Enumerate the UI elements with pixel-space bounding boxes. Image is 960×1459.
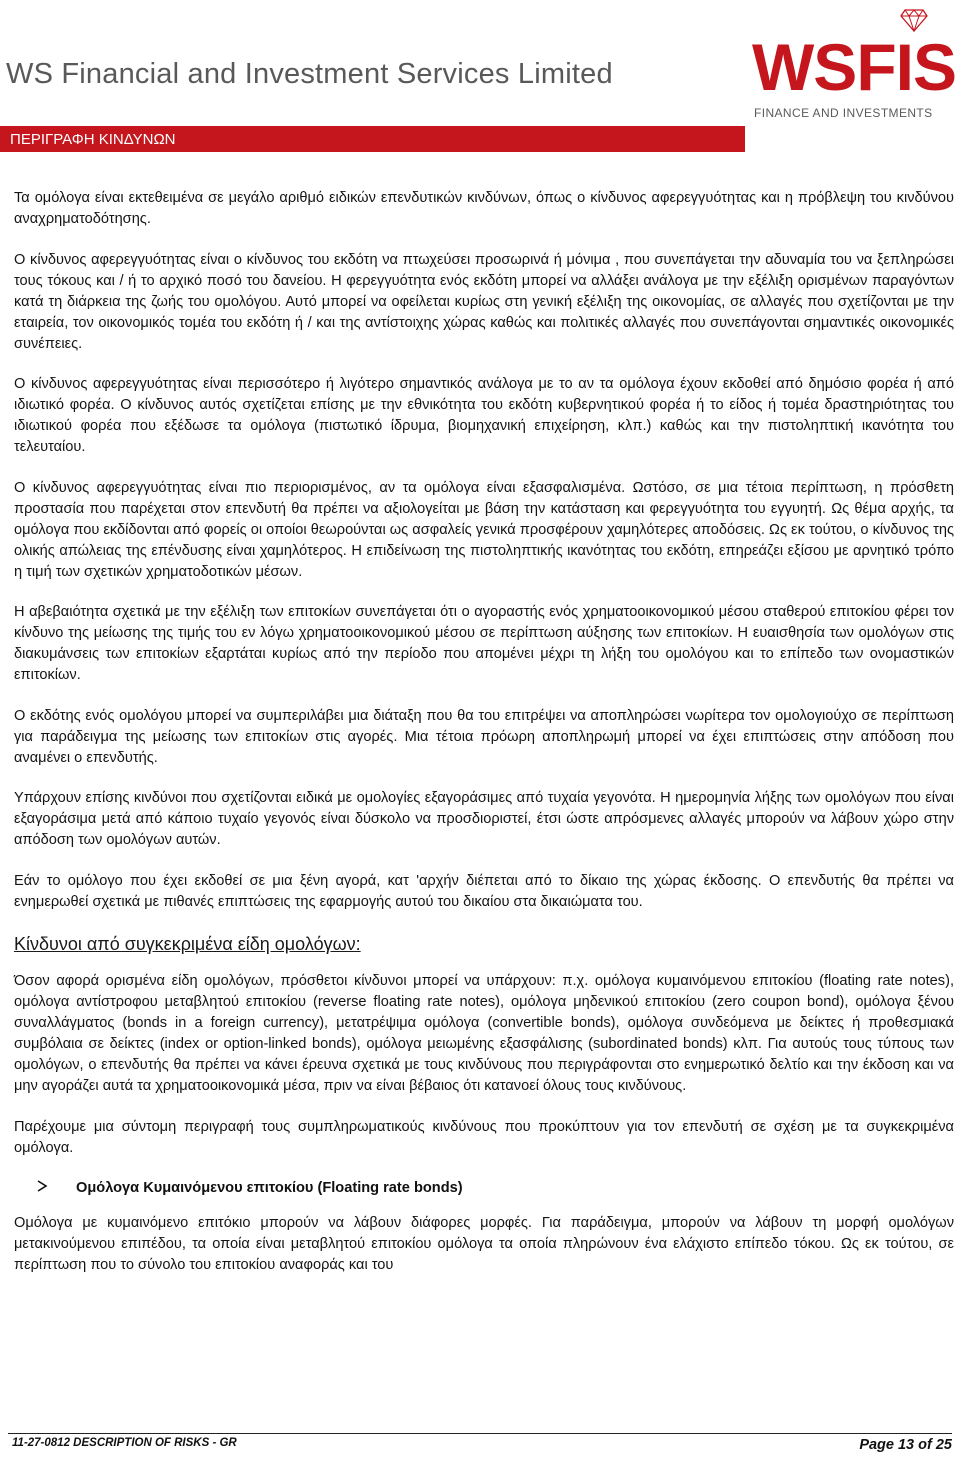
logo-tagline: FINANCE AND INVESTMENTS: [754, 106, 933, 120]
document-body: [14, 188, 954, 1296]
paragraph: Ο εκδότης ενός ομολόγου μπορεί να συμπεριλάβει μια διάταξη που θα του επιτρέψει να αποπληρώσει νωρίτερα τον ομολογιούχο σε περίπτωση για παράδειγμα της μείωσης των επιτοκίων στις αγορές. Μια τέτοια πρόωρη αποπληρωμή μπορεί να έχει επιπτώσεις στην απόδοση που αναμένει ο επενδυτής.: [14, 707, 954, 766]
page-header: [0, 0, 960, 125]
paragraph: Ομόλογα με κυμαινόμενο επιτόκιο μπορούν να λάβουν διάφορες μορφές. Για παράδειγμα, μπορούν να λάβουν τη μορφή ομολόγων μετακινούμενου επιπέδου, τα οποία είναι μεταβλητού επιτοκίου ομόλογα τα οποία πληρώνουν ένα ελάχιστο επίπεδο τόκου. Ως εκ τούτου, σε περίπτωση που το σύνολο του επιτοκίου αναφοράς και του: [14, 1215, 954, 1273]
paragraph: Υπάρχουν επίσης κινδύνοι που σχετίζονται ειδικά με ομολογίες εξαγοράσιμες από τυχαία γεγονότα. Η ημερομηνία λήξης των ομολόγων που είναι εξαγοράσιμα μετά από κάποιο τυχαίο γεγονός είναι δύσκολο να προσδιοριστεί, έτσι ώστε απρόσμενες αλλαγές μπορούν να λάβουν χώρο στην απόδοση των ομολόγων αυτών.: [14, 790, 954, 848]
paragraph: Όσον αφορά ορισμένα είδη ομολόγων, πρόσθετοι κίνδυνοι μπορεί να υπάρχουν: π.χ. ομόλογα κυμαινόμενου επιτοκίου (floating rate notes), ομόλογα αντίστροφου μεταβλητού επιτοκίου (reverse floating rate notes), ομόλογα μηδενικού επιτοκίου (zero coupon bond), ομόλογα ξένου συναλλάγματος (bonds in a foreign currency), μετατρέψιμα ομόλογα (convertible bonds), ομόλογα συνδεόμενα με δείκτες ή προθεσμιακά συμβόλαια σε δείκτες (index or option-linked bonds), ομόλογα μειωμένης εξασφάλισης (subordinated bonds) κλπ. Για αυτούς τους τύπους των ομολόγων, ο επενδυτής θα πρέπει να κάνει έρευνα σχετικά με τους κινδύνους που περιγράφονται στο ενημερωτικό δελτίο και την έκδοση και να μην αγοράζει αυτά τα χρηματοοικονομικά μέσα, πριν να είναι βέβαιος ότι κατανοεί όλους τους κινδύνους.: [14, 973, 954, 1094]
paragraph: Τα ομόλογα είναι εκτεθειμένα σε μεγάλο αριθμό ειδικών επενδυτικών κινδύνων, όπως ο κίνδυνος αφερεγγυότητας και η πρόβλεψη του κινδύνου αναχρηματοδότησης.: [14, 190, 954, 227]
paragraph: Ο κίνδυνος αφερεγγυότητας είναι πιο περιορισμένος, αν τα ομόλογα είναι εξασφαλισμένα. Ωστόσο, σε μια τέτοια περίπτωση, η πρόσθετη προστασία που παρέχεται στον επενδυτή θα πρέπει να αξιολογείται με βάση την κατάσταση και φερεγγυότητα του εγγυητή. Ως θέμα αρχής, τα ομόλογα που εκδίδονται από φορείς οι οποίοι θεωρούνται ως ασφαλείς γενικά προσφέρουν χαμηλότερες αποδόσεις. Ως εκ τούτου, ο κίνδυνος της ολικής απώλειας της επένδυσης είναι χαμηλότερος. Η επιδείνωση της πιστοληπτικής ικανότητας του εκδότη, επηρεάζει εξίσου με αρνητικό τρόπο η τιμή των σχετικών χρηματοδοτικών μέσων.: [14, 479, 954, 580]
company-name: WS Financial and Investment Services Limited: [6, 58, 613, 90]
paragraph: Ο κίνδυνος αφερεγγυότητας είναι ο κίνδυνος του εκδότη να πτωχεύσει προσωρινά ή μόνιμα , που συνεπάγεται την αδυναμία του να ξεπληρώσει τους τόκους και / ή το αρχικό ποσό του δανείου. Η φερεγγυότητα ενός εκδότη μπορεί να αλλάξει ανάλογα με την εξέλιξη ορισμένων παραγόντων κατά τη διάρκεια της ζωής του ομολόγου. Αυτό μπορεί να οφείλεται κυρίως στη γενική εξέλιξη της οικονομίας, σε αλλαγές που σχετίζονται με την εταιρεία, τον οικονομικός τομέα του εκδότη ή / και της αντίστοιχης χώρας καθώς και πολιτικές αλλαγές που συνεπάγονται σημαντικές οικονομικές συνέπειες.: [14, 251, 954, 352]
wsfis-logo: [752, 8, 956, 124]
bullet-heading-text: Ομόλογα Κυμαινόμενου επιτοκίου (Floating rate bonds): [76, 1180, 463, 1196]
arrow-bullet-icon: [14, 1178, 76, 1199]
section-title-bar: ΠΕΡΙΓΡΑΦΗ ΚΙΝΔΥΝΩΝ: [0, 126, 745, 152]
diamond-icon: [900, 8, 928, 32]
footer-divider: [8, 1433, 952, 1434]
bullet-heading: [14, 1178, 954, 1199]
paragraph: Ο κίνδυνος αφερεγγυότητας είναι περισσότερο ή λιγότερο σημαντικός ανάλογα με το αν τα ομόλογα έχουν εκδοθεί από δημόσιο φορέα ή από ιδιωτικό φορέα. Ο κίνδυνος αυτός σχετίζεται επίσης με την εθνικότητα του εκδότη κυβερνητικού φορέα ή το είδος ή τομέα δραστηριότητας του ιδιωτικού φορέα που εξέδωσε τα ομόλογα (πιστωτικό ίδρυμα, βιομηχανική επιχείρηση, κλπ.) καθώς και την πιστοληπτική ικανότητα του τελευταίου.: [14, 376, 954, 455]
page-number: Page 13 of 25: [859, 1437, 952, 1453]
page-footer: [0, 1430, 960, 1459]
document-reference: 11-27-0812 DESCRIPTION OF RISKS - GR: [12, 1437, 237, 1449]
logo-text: WSFIS: [752, 30, 956, 104]
paragraph: Η αβεβαιότητα σχετικά με την εξέλιξη των επιτοκίων συνεπάγεται ότι ο αγοραστής ενός χρηματοοικονομικού μέσου σταθερού επιτοκίου φέρει τον κίνδυνο της μείωσης της τιμής του εν λόγω χρηματοοικονομικού μέσου σε περίπτωση αύξησης των επιτοκίων. Η ευαισθησία των ομολόγων στις διακυμάνσεις των επιτοκίων εξαρτάται κυρίως από την περίοδο που απομένει μέχρι τη λήξη του ομολόγου και το επίπεδο των ονομαστικών επιτοκίων.: [14, 604, 954, 683]
paragraph: Παρέχουμε μια σύντομη περιγραφή τους συμπληρωματικούς κινδύνους που προκύπτουν για τον επενδυτή σε σχέση με τα συγκεκριμένα ομόλογα.: [14, 1118, 954, 1156]
subheading: Κίνδυνοι από συγκεκριμένα είδη ομολόγων:: [14, 934, 361, 954]
paragraph: Εάν το ομόλογο που έχει εκδοθεί σε μια ξένη αγορά, κατ 'αρχήν διέπεται από το δίκαιο της χώρας έκδοσης. Ο επενδυτής θα πρέπει να ενημερωθεί σχετικά με πιθανές επιπτώσεις της εφαρμογής αυτού του δικαίου στα δικαιώματα του.: [14, 872, 954, 910]
